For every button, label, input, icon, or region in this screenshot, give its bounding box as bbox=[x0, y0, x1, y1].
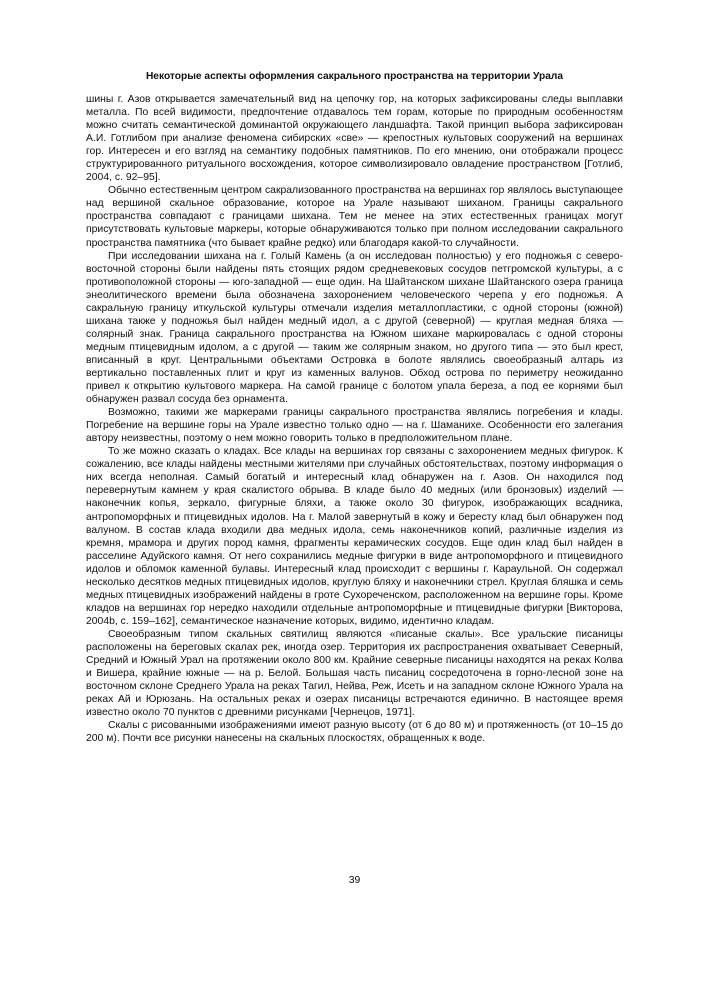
article-body bbox=[86, 93, 623, 745]
paragraph: При исследовании шихана на г. Голый Камень (а он исследован полностью) у его подножья с северо-восточной стороны были найдены пять стоящих рядом средневековых сосудов петгромской культуры, а с противоположной стороны — юго-западной — еще один. На Шайтанском шихане Шайтанского озера граница энеолитического времени была обозначена захоронением человеческого черепа у его подножья. А сакральную границу иткульской культуры отмечали изделия металлопластики, с одной стороны (южной) шихана также у подножья был найден медный идол, а с другой (северной) — круглая медная бляха — солярный знак. Граница сакрального пространства на Южном шихане маркировалась с одной стороны медным птицевидным идолом, а с другой — таким же солярным знаком, но другого типа — это был крест, вписанный в круг. Центральными объектами Островка в болоте являлись своеобразный алтарь из вертикально поставленных плит и круг из каменных валунов. Обход острова по периметру неожиданно привел к открытию культового маркера. На самой границе с болотом упала береза, а под ее корнями был обнаружен развал сосуда без орнамента. bbox=[86, 250, 623, 406]
paragraph: Возможно, такими же маркерами границы сакрального пространства являлись погребения и клады. Погребение на вершине горы на Урале известно только одно — на г. Шаманихе. Особенности его залегания автору неизвестны, поэтому о нем можно говорить только в предположительном плане. bbox=[86, 407, 623, 445]
paragraph: шины г. Азов открывается замечательный вид на цепочку гор, на которых зафиксированы следы выплавки металла. По всей видимости, предпочтение отдавалось тем горам, которые по природным особенностям можно считать семантической доминантой окружающего ландшафта. Такой принцип выбора зафиксирован А.И. Готлибом при анализе феномена сибирских «све» — крепостных культовых сооружений на вершинах гор. Интересен и его взгляд на семантику подобных памятников. По его мнению, они отображали процесс структурированного ритуального восхождения, которое символизировало овладение пространством [Готлиб, 2004, с. 92–95]. bbox=[86, 94, 623, 184]
paragraph: Обычно естественным центром сакрализованного пространства на вершинах гор являлось выступающее над вершиной скальное образование, которое на Урале называют шиханом. Границы сакрального пространства совпадают с границами шихана. Тем не менее на этих естественных границах могут присутствовать культовые маркеры, которые обнаруживаются только при полном исследовании сакрального пространства памятника (что бывает крайне редко) или благодаря какой-то случайности. bbox=[86, 185, 623, 249]
paragraph: То же можно сказать о кладах. Все клады на вершинах гор связаны с захоронением медных фигурок. К сожалению, все клады найдены местными жителями при случайных обстоятельствах, поэтому информация о них всегда неполная. Самый богатый и интересный клад обнаружен на г. Азов. Он находился под перевернутым камнем у края скалистого обрыва. В кладе было 40 медных (или бронзовых) изделий — наконечник копья, зеркало, фигурные бляхи, а также около 30 фигурок, изображающих всадника, антропоморфных и птицевидных идолов. На г. Малой завернутый в кожу и бересту клад был обнаружен под валуном. В состав клада входили два медных идола, семь наконечников копий, различные изделия из кремня, мрамора и других пород камня, фрагменты керамических сосудов. Еще один клад был найден в расселине Адуйского камня. От него сохранились медные фигурки в виде антропоморфного и птицевидного идолов и обломок каменной булавы. Интересный клад происходит с вершины г. Караульной. Он содержал несколько десятков медных птицевидных идолов, круглую бляху и наконечники стрел. Круглая бляшка и семь медных птицевидных изображений найдены в гроте Сухореченском, расположенном на вершине горы. Кроме кладов на вершинах гор нередко находили отдельные антропоморфные и птицевидные фигурки [Викторова, 2004b, с. 159–162], семантическое назначение которых, видимо, идентично кладам. bbox=[86, 446, 623, 627]
running-title: Некоторые аспекты оформления сакрального пространства на территории Урала bbox=[145, 71, 564, 82]
paragraph: Своеобразным типом скальных святилищ являются «писаные скалы». Все уральские писаницы расположены на береговых скалах рек, иногда озер. Территория их распространения охватывает Северный, Средний и Южный Урал на протяжении около 800 км. Крайние северные писаницы находятся на реках Колва и Вишера, крайние южные — на р. Белой. Большая часть писаниц сосредоточена в горно-лесной зоне на восточном склоне Среднего Урала на реках Тагил, Нейва, Реж, Исеть и на западном склоне Южного Урала на реках Ай и Юрюзань. На остальных реках и озерах писаницы встречаются единично. В настоящее время известно около 70 пунктов с древними рисунками [Чернецов, 1971]. bbox=[86, 628, 623, 719]
page-number: 39 bbox=[348, 875, 361, 886]
paragraph: Скалы с рисованными изображениями имеют разную высоту (от 6 до 80 м) и протяженность (от 10–15 до 200 м). Почти все рисунки нанесены на скальных плоскостях, обращенных к воде. bbox=[86, 720, 623, 745]
